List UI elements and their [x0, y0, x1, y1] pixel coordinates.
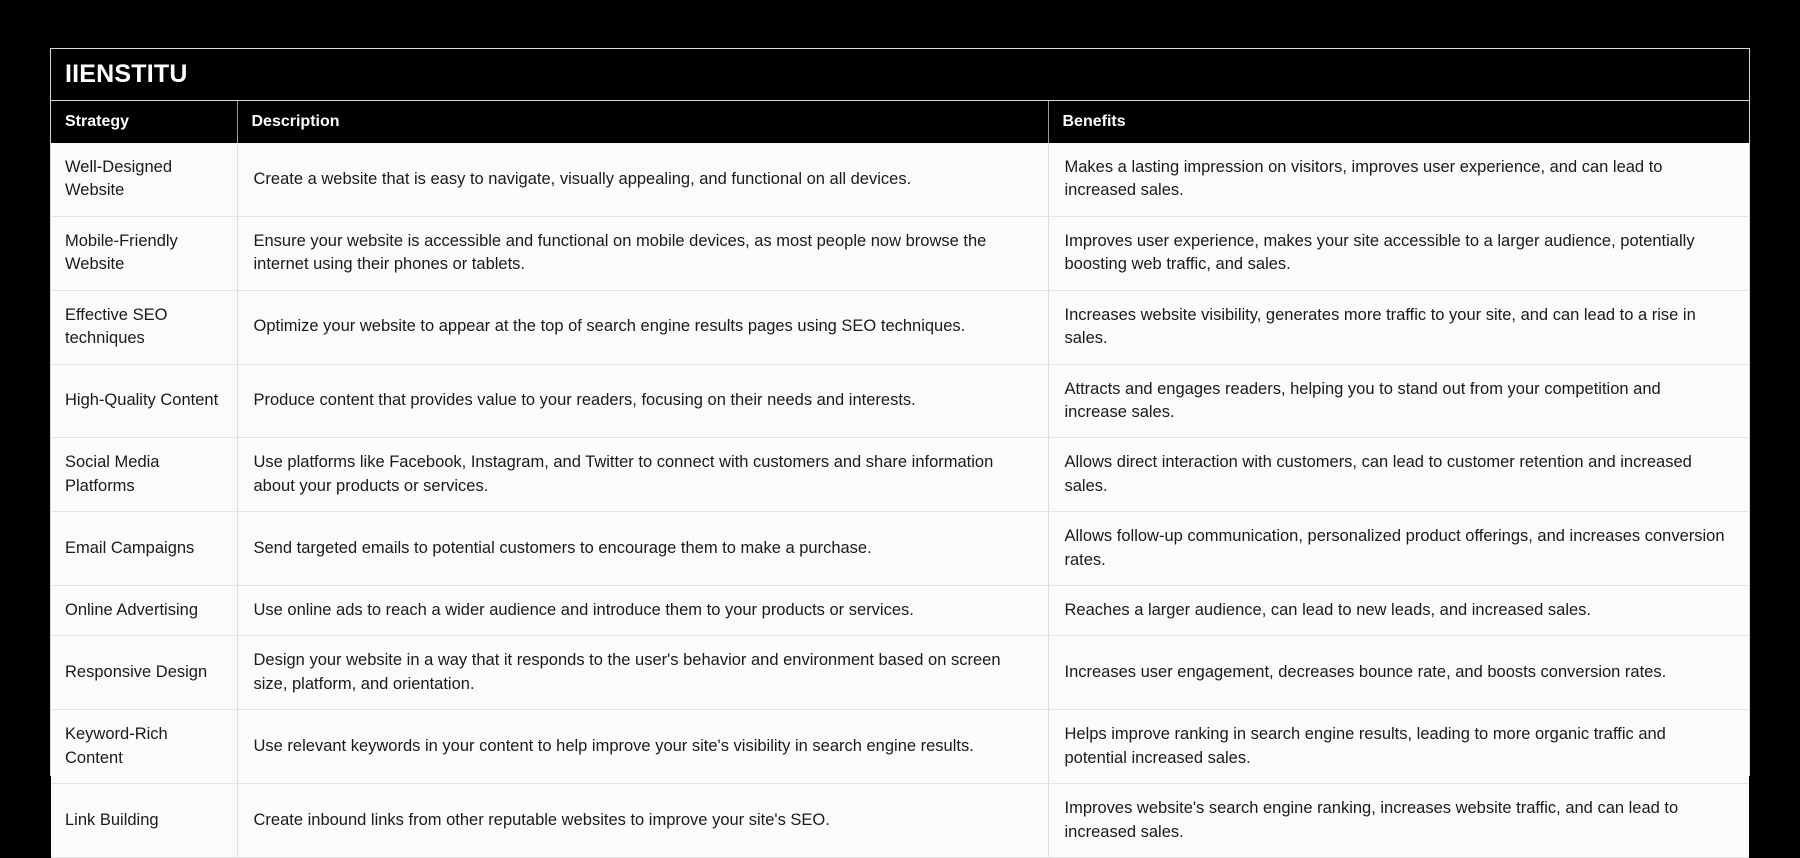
cell-description: Use online ads to reach a wider audience and introduce them to your products or services.: [237, 586, 1048, 636]
cell-description: Use platforms like Facebook, Instagram, and Twitter to connect with customers and share information about your products or services.: [237, 438, 1048, 512]
cell-benefits: Increases website visibility, generates more traffic to your site, and can lead to a rise in sales.: [1048, 290, 1749, 364]
cell-description: Use relevant keywords in your content to help improve your site's visibility in search engine results.: [237, 710, 1048, 784]
cell-strategy: Well-Designed Website: [51, 143, 237, 216]
brand-title: IIENSTITU: [65, 60, 188, 88]
cell-strategy: High-Quality Content: [51, 364, 237, 438]
strategy-table: [51, 101, 1749, 858]
cell-description: Send targeted emails to potential customers to encourage them to make a purchase.: [237, 512, 1048, 586]
table-row: [51, 143, 1749, 216]
cell-description: Ensure your website is accessible and functional on mobile devices, as most people now browse the internet using their phones or tablets.: [237, 216, 1048, 290]
cell-description: Design your website in a way that it responds to the user's behavior and environment based on screen size, platform, and orientation.: [237, 636, 1048, 710]
table-header-row: [51, 101, 1749, 143]
table-row: [51, 512, 1749, 586]
cell-strategy: Responsive Design: [51, 636, 237, 710]
cell-strategy: Keyword-Rich Content: [51, 710, 237, 784]
cell-strategy: Mobile-Friendly Website: [51, 216, 237, 290]
cell-benefits: Increases user engagement, decreases bounce rate, and boosts conversion rates.: [1048, 636, 1749, 710]
cell-description: Create inbound links from other reputable websites to improve your site's SEO.: [237, 784, 1048, 858]
cell-benefits: Attracts and engages readers, helping you to stand out from your competition and increase sales.: [1048, 364, 1749, 438]
table-row: [51, 784, 1749, 858]
cell-strategy: Online Advertising: [51, 586, 237, 636]
column-header-strategy: Strategy: [51, 101, 237, 143]
table-row: [51, 364, 1749, 438]
cell-description: Produce content that provides value to your readers, focusing on their needs and interests.: [237, 364, 1048, 438]
cell-strategy: Email Campaigns: [51, 512, 237, 586]
cell-benefits: Reaches a larger audience, can lead to new leads, and increased sales.: [1048, 586, 1749, 636]
cell-benefits: Improves user experience, makes your site accessible to a larger audience, potentially boosting web traffic, and sales.: [1048, 216, 1749, 290]
cell-description: Optimize your website to appear at the top of search engine results pages using SEO techniques.: [237, 290, 1048, 364]
brand-header: [51, 49, 1749, 101]
cell-benefits: Allows direct interaction with customers, can lead to customer retention and increased sales.: [1048, 438, 1749, 512]
content-card: [50, 48, 1750, 841]
cell-strategy: Link Building: [51, 784, 237, 858]
table-head: [51, 101, 1749, 143]
cell-strategy: Effective SEO techniques: [51, 290, 237, 364]
table-row: [51, 636, 1749, 710]
cell-benefits: Makes a lasting impression on visitors, improves user experience, and can lead to increased sales.: [1048, 143, 1749, 216]
cell-description: Create a website that is easy to navigate, visually appealing, and functional on all devices.: [237, 143, 1048, 216]
column-header-description: Description: [237, 101, 1048, 143]
cell-benefits: Helps improve ranking in search engine results, leading to more organic traffic and potential increased sales.: [1048, 710, 1749, 784]
cell-benefits: Improves website's search engine ranking, increases website traffic, and can lead to increased sales.: [1048, 784, 1749, 858]
table-row: [51, 710, 1749, 784]
cell-strategy: Social Media Platforms: [51, 438, 237, 512]
column-header-benefits: Benefits: [1048, 101, 1749, 143]
table-row: [51, 290, 1749, 364]
table-body: [51, 143, 1749, 858]
table-row: [51, 438, 1749, 512]
cell-benefits: Allows follow-up communication, personalized product offerings, and increases conversion rates.: [1048, 512, 1749, 586]
table-row: [51, 586, 1749, 636]
table-row: [51, 216, 1749, 290]
